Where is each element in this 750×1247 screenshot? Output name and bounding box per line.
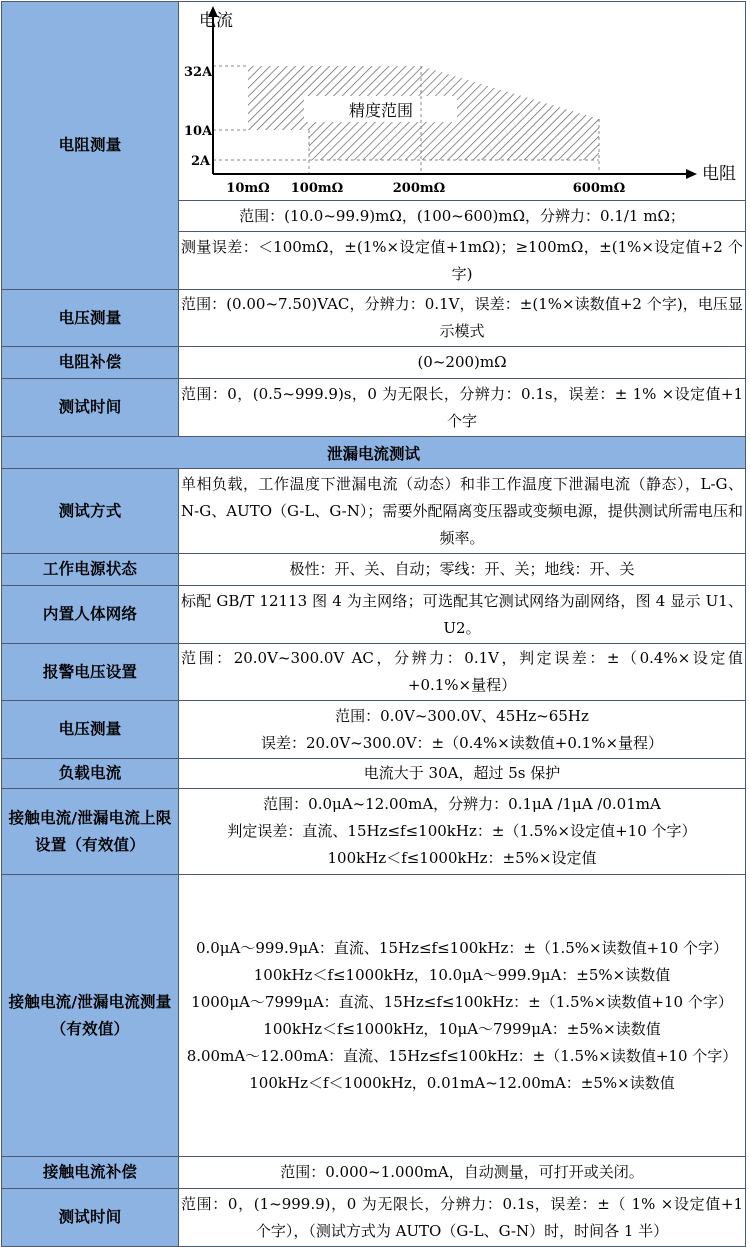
- power-state-label: 工作电源状态: [2, 554, 179, 586]
- resistance-comp-value: (0~200)mΩ: [179, 347, 746, 379]
- test-time-2-label: 测试时间: [2, 1189, 179, 1247]
- contact-measure-p6: 100kHz＜f＜1000kHz，0.01mA~12.00mA：±5%×读数值: [249, 1073, 675, 1092]
- test-time-2-value: 范围：0，(1~999.9)，0 为无限长，分辨力：0.1s，误差：±（ 1% ×设定值+1 个字），（测试方式为 AUTO（G-L、G-N）时，时间各 1 半）: [179, 1189, 746, 1247]
- y-axis-title: 电流: [199, 11, 233, 31]
- voltage-measure-2-value: [179, 701, 746, 759]
- test-mode-label: 测试方式: [2, 469, 179, 554]
- x-tick-200m: 200mΩ: [392, 181, 446, 196]
- test-time-label: 测试时间: [2, 379, 179, 437]
- contact-measure-p5: 8.00mA～12.00mA：直流、15Hz≤f≤100kHz：±（1.5%×读数值+10 个字）: [186, 1046, 738, 1065]
- x-axis-arrow: [686, 169, 697, 179]
- x-tick-600m: 600mΩ: [572, 181, 626, 196]
- contact-limit-value: [179, 789, 746, 875]
- y-tick-32a: 32A: [184, 65, 213, 80]
- x-axis-title: 电阻: [702, 164, 736, 184]
- resistance-range: 范围：(10.0~99.9)mΩ，(100~600)mΩ，分辨力：0.1/1 mΩ；: [179, 201, 746, 232]
- alarm-voltage-value: 范围：20.0V~300.0V AC，分辨力：0.1V，判定误差：±（0.4%×设定值+0.1%×量程）: [179, 644, 746, 701]
- y-tick-2a: 2A: [191, 154, 211, 169]
- contact-limit-line3: 100kHz＜f≤1000kHz：±5%×设定值: [327, 849, 597, 867]
- test-time-value: 范围：0，(0.5~999.9)s，0 为无限长，分辨力：0.1s，误差：± 1% ×设定值+1 个字: [179, 379, 746, 437]
- power-state-value: 极性：开、关、自动；零线：开、关；地线：开、关: [179, 554, 746, 586]
- contact-measure-p1: 0.0μA～999.9μA：直流、15Hz≤f≤100kHz：±（1.5%×读数值+10 个字）: [195, 938, 729, 957]
- voltage-measure-label: 电压测量: [2, 290, 179, 347]
- contact-limit-label: 接触电流/泄漏电流上限设置（有效值）: [2, 789, 179, 875]
- contact-limit-line1: 范围：0.0μA~12.00mA，分辨力：0.1μA /1μA /0.01mA: [263, 795, 661, 813]
- x-tick-10m: 10mΩ: [226, 181, 270, 196]
- voltage-measure-2-line2: 误差：20.0V~300.0V：±（0.4%×读数值+0.1%×量程）: [260, 733, 664, 752]
- x-tick-100m: 100mΩ: [290, 181, 344, 196]
- voltage-measure-2-label: 电压测量: [2, 701, 179, 759]
- contact-comp-value: 范围：0.000~1.000mA，自动测量，可打开或关闭。: [179, 1157, 746, 1189]
- load-current-value: 电流大于 30A，超过 5s 保护: [179, 759, 746, 789]
- body-network-label: 内置人体网络: [2, 586, 179, 644]
- resistance-comp-label: 电阻补偿: [2, 347, 179, 379]
- body-network-value: 标配 GB/T 12113 图 4 为主网络；可选配其它测试网络为副网络，图 4 显示 U1、U2。: [179, 586, 746, 644]
- accuracy-chart-svg: [181, 2, 746, 196]
- y-tick-10a: 10A: [184, 124, 213, 139]
- contact-limit-line2: 判定误差：直流、15Hz≤f≤100kHz：±（1.5%×设定值+10 个字）: [227, 822, 697, 840]
- resistance-error: 测量误差：＜100mΩ，±(1%×设定值+1mΩ)；≥100mΩ，±(1%×设定值+2 个字): [179, 232, 746, 290]
- voltage-measure-2-line1: 范围：0.0V~300.0V、45Hz~65Hz: [335, 706, 589, 725]
- load-current-label: 负载电流: [2, 759, 179, 789]
- contact-measure-value: [179, 875, 746, 1157]
- section-title-leakage: 泄漏电流测试: [2, 437, 746, 469]
- contact-comp-label: 接触电流补偿: [2, 1157, 179, 1189]
- contact-measure-p4: 100kHz＜f≤1000kHz，10μA～7999μA：±5%×读数值: [263, 1019, 661, 1038]
- spec-table: [1, 1, 746, 1247]
- region-label: 精度范围: [348, 101, 414, 120]
- resistance-measure-label: 电阻测量: [2, 2, 179, 290]
- contact-measure-label: 接触电流/泄漏电流测量（有效值）: [2, 875, 179, 1157]
- voltage-measure-value: 范围：(0.00~7.50)VAC，分辨力：0.1V，误差：±(1%×读数值+2 个字)，电压显示模式: [179, 290, 746, 347]
- contact-measure-p3: 1000μA～7999μA：直流、15Hz≤f≤100kHz：±（1.5%×读数值+10 个字）: [191, 992, 733, 1011]
- test-mode-value: 单相负载，工作温度下泄漏电流（动态）和非工作温度下泄漏电流（静态），L-G、N-G、AUTO（G-L、G-N）；需要外配隔离变压器或变频电源，提供测试所需电压和频率。: [179, 469, 746, 554]
- alarm-voltage-label: 报警电压设置: [2, 644, 179, 701]
- accuracy-chart: [179, 2, 746, 201]
- contact-measure-p2: 100kHz＜f≤1000kHz，10.0μA～999.9μA：±5%×读数值: [253, 965, 671, 984]
